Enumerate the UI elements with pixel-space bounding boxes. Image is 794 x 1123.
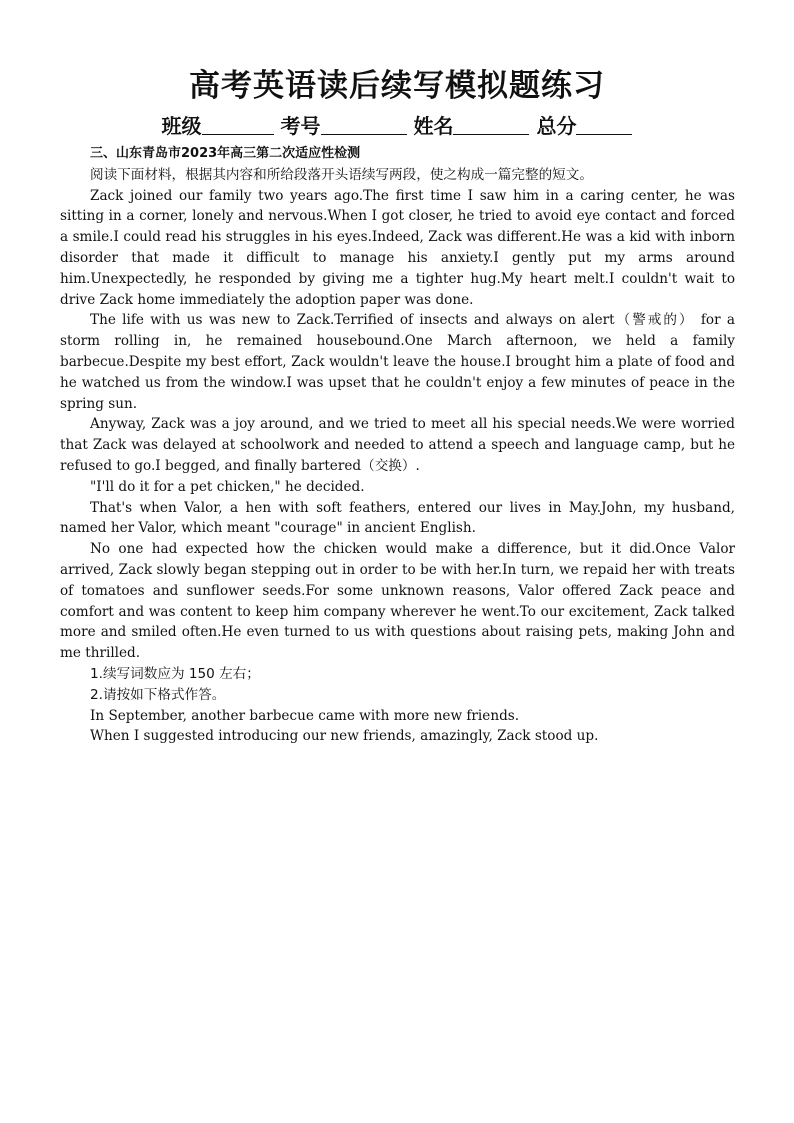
continuation-opener: In September, another barbecue came with more new friends. (90, 707, 520, 724)
page-title: 高考英语读后续写模拟题练习 (189, 68, 605, 104)
exam-no-blank[interactable] (321, 116, 407, 135)
passage-paragraph: Anyway, Zack was a joy around, and we tried to meet all his special needs.We were worried that Zack was delayed at schoolwork and needed to attend a speech and language camp, but he refused to go.I begged, and finally bartered（交换）. (60, 416, 735, 474)
name-label: 姓名 (413, 114, 454, 138)
passage-paragraph: "I'll do it for a pet chicken," he decided. (90, 478, 365, 495)
score-blank[interactable] (576, 116, 632, 135)
exam-no-label: 考号 (280, 114, 321, 138)
passage-paragraph: The life with us was new to Zack.Terrified of insects and always on alert（警戒的） for a storm rolling in, he remained housebound.One March afternoon, we held a family barbecue.Despite my best effort, Zack wouldn't leave the house.I brought him a plate of food and he watched us from the window.I was upset that he couldn't enjoy a few minutes of peace in the spring sun. (60, 312, 735, 412)
requirement-item: 2.请按如下格式作答。 (90, 686, 226, 703)
instruction-text: 阅读下面材料，根据其内容和所给段落开头语续写两段，使之构成一篇完整的短文。 (90, 166, 593, 183)
section-heading: 三、山东青岛市2023年高三第二次适应性检测 (90, 146, 361, 161)
class-blank[interactable] (202, 116, 274, 135)
passage-paragraph: No one had expected how the chicken would make a difference, but it did.Once Valor arrived, Zack slowly began stepping out in order to be with her.In turn, we repaid her with treats of tomatoes and sunflower seeds.For some unknown reasons, Valor offered Zack peace and comfort and was content to keep him company wherever he went.To our excitement, Zack talked more and smiled often.He even turned to us with questions about raising pets, making John and me thrilled. (60, 541, 735, 662)
name-blank[interactable] (453, 116, 529, 135)
passage-paragraph: That's when Valor, a hen with soft feathers, entered our lives in May.John, my husband, named her Valor, which meant "courage" in ancient English. (60, 499, 735, 537)
student-info-line (0, 110, 794, 139)
class-label: 班级 (161, 114, 202, 138)
continuation-opener: When I suggested introducing our new friends, amazingly, Zack stood up. (90, 728, 599, 745)
passage-body (60, 144, 735, 747)
requirement-item: 1.续写词数应为 150 左右； (90, 665, 260, 682)
passage-paragraph: Zack joined our family two years ago.The first time I saw him in a caring center, he was sitting in a corner, lonely and nervous.When I got closer, he tried to avoid eye contact and forced a smile.I could read his struggles in his eyes.Indeed, Zack was different.He was a kid with inborn disorder that made it difficult to manage his anxiety.I gently put my arms around him.Unexpectedly, he responded by giving me a tighter hug.My heart melt.I couldn't wait to drive Zack home immediately the adoption paper was done. (60, 187, 735, 308)
score-label: 总分 (536, 114, 577, 138)
